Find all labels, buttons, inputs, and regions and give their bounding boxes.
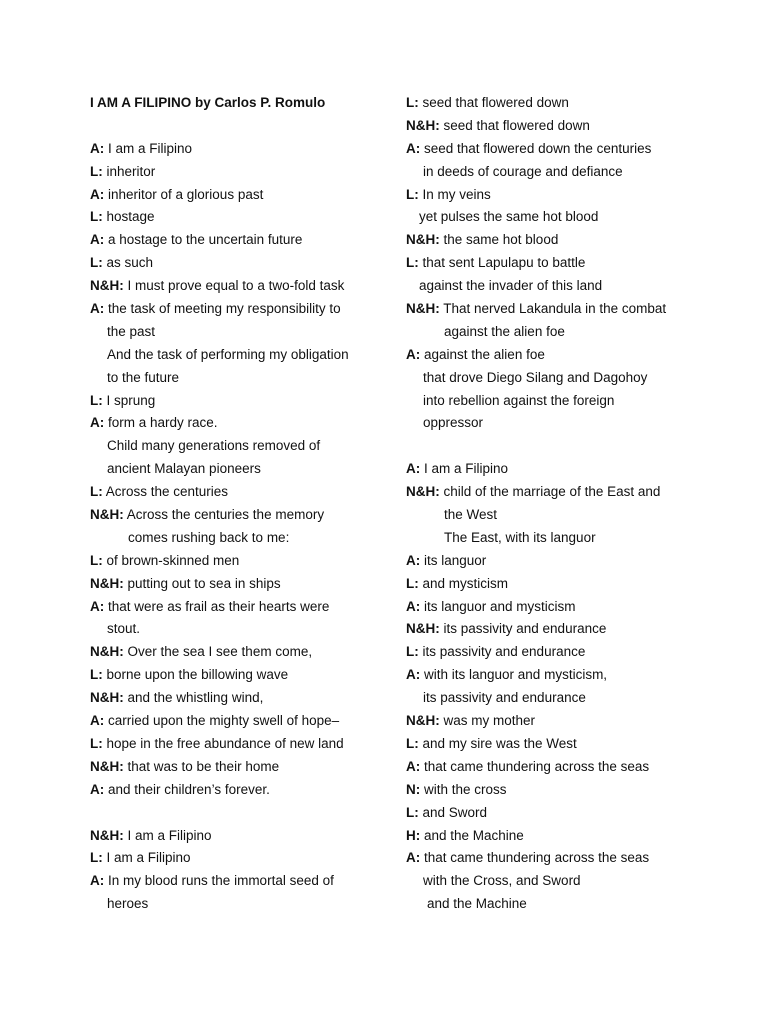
poem-line (406, 893, 746, 916)
line-text: against the alien foe (444, 323, 565, 339)
speaker-label: L: (406, 255, 419, 271)
poem-line (90, 161, 390, 184)
poem-line (406, 779, 746, 802)
line-text: ancient Malayan pioneers (107, 461, 261, 477)
line-text: putting out to sea in ships (123, 575, 281, 591)
poem-line (406, 275, 746, 298)
poem-line (406, 504, 746, 527)
line-text: borne upon the billowing wave (102, 667, 289, 683)
poem-line (406, 825, 746, 848)
line-text: was my mother (439, 713, 536, 729)
poem-line (406, 412, 746, 435)
poem-line (90, 550, 390, 573)
poem-line (90, 527, 390, 550)
poem-line (90, 847, 390, 870)
poem-line (406, 321, 746, 344)
line-text: that were as frail as their hearts were (104, 598, 330, 614)
line-text: its languor and mysticism (420, 598, 576, 614)
line-text: that sent Lapulapu to battle (418, 255, 586, 271)
line-text: That nerved Lakandula in the combat (439, 301, 667, 317)
line-text: yet pulses the same hot blood (419, 209, 599, 225)
line-text: that drove Diego Silang and Dagohoy (423, 369, 648, 385)
poem-line (406, 733, 746, 756)
line-text: inheritor (102, 163, 156, 179)
poem-line (406, 641, 746, 664)
line-text: hope in the free abundance of new land (102, 735, 344, 751)
line-text: in deeds of courage and defiance (423, 163, 623, 179)
line-text: against the alien foe (420, 346, 545, 362)
line-text: the same hot blood (439, 232, 559, 248)
poem-line (90, 504, 390, 527)
line-text: I sprung (102, 392, 156, 408)
line-text: and Sword (418, 804, 488, 820)
poem-line (406, 184, 746, 207)
line-text: Child many generations removed of (107, 438, 321, 454)
line-text: seed that flowered down (418, 95, 569, 110)
line-text: seed that flowered down the centuries (420, 140, 652, 156)
speaker-label: A: (90, 301, 105, 317)
poem-line (406, 847, 746, 870)
line-text: the West (444, 507, 498, 523)
poem-line (90, 412, 390, 435)
line-text: inheritor of a glorious past (104, 186, 264, 202)
speaker-label: A: (90, 598, 105, 614)
poem-line (406, 252, 746, 275)
poem-line (406, 756, 746, 779)
speaker-label: N&H: (90, 644, 124, 660)
speaker-label: N&H: (406, 232, 440, 248)
line-text: I am a Filipino (102, 850, 191, 866)
speaker-label: A: (90, 232, 105, 248)
line-text: with its languor and mysticism, (420, 667, 608, 683)
speaker-label: L: (406, 735, 419, 751)
line-text: the past (107, 323, 156, 339)
line-text: to the future (107, 369, 180, 385)
poem-line (90, 710, 390, 733)
speaker-label: N&H: (90, 758, 124, 774)
poem-line (406, 481, 746, 504)
speaker-label: A: (406, 461, 421, 477)
line-text: comes rushing back to me: (128, 529, 290, 545)
speaker-label: N&H: (406, 301, 440, 317)
speaker-label: N&H: (90, 575, 124, 591)
speaker-label: L: (406, 95, 419, 110)
line-text: I must prove equal to a two-fold task (123, 278, 345, 294)
speaker-label: L: (90, 255, 103, 271)
line-text: heroes (107, 896, 149, 912)
line-text: In my blood runs the immortal seed of (104, 873, 334, 889)
poem-line (90, 596, 390, 619)
blank-line (90, 802, 390, 825)
poem-line (406, 344, 746, 367)
poem-line (90, 184, 390, 207)
poem-line (406, 802, 746, 825)
speaker-label: A: (406, 598, 421, 614)
line-text: And the task of performing my obligation (107, 346, 349, 362)
line-text: its languor (420, 552, 487, 568)
poem-line (406, 206, 746, 229)
speaker-label: A: (90, 873, 105, 889)
line-text: form a hardy race. (104, 415, 218, 431)
line-text: a hostage to the uncertain future (104, 232, 303, 248)
blank-line (90, 115, 390, 138)
speaker-label: N&H: (90, 690, 124, 706)
speaker-label: L: (90, 392, 103, 408)
line-text: Over the sea I see them come, (123, 644, 313, 660)
speaker-label: L: (90, 667, 103, 683)
speaker-label: A: (90, 186, 105, 202)
speaker-label: L: (406, 644, 419, 660)
poem-line (406, 527, 746, 550)
left-column (90, 92, 390, 916)
poem-line (406, 687, 746, 710)
poem-line (406, 138, 746, 161)
poem-line (90, 252, 390, 275)
speaker-label: A: (90, 713, 105, 729)
poem-line (90, 367, 390, 390)
line-text: its passivity and endurance (418, 644, 586, 660)
line-text: of brown-skinned men (102, 552, 240, 568)
line-text: I am a Filipino (420, 461, 509, 477)
poem-line (90, 618, 390, 641)
speaker-label: N&H: (406, 713, 440, 729)
line-text: and the Machine (420, 827, 524, 843)
poem-line (406, 664, 746, 687)
line-text: Across the centuries (102, 484, 229, 500)
line-text: hostage (102, 209, 155, 225)
poem-line (406, 115, 746, 138)
line-text: the task of meeting my responsibility to (104, 301, 341, 317)
poem-line (90, 435, 390, 458)
poem-line (90, 390, 390, 413)
line-text: as such (102, 255, 154, 271)
line-text: into rebellion against the foreign (423, 392, 615, 408)
line-text: carried upon the mighty swell of hope– (104, 713, 340, 729)
right-column (406, 92, 746, 916)
speaker-label: N&H: (406, 117, 440, 133)
line-text: I am a Filipino (104, 140, 193, 156)
speaker-label: L: (90, 163, 103, 179)
line-text: In my veins (418, 186, 491, 202)
speaker-label: A: (406, 552, 421, 568)
poem-line (90, 321, 390, 344)
line-text: and the Machine (427, 896, 527, 912)
speaker-label: A: (90, 140, 105, 156)
poem-line (90, 275, 390, 298)
line-text: that was to be their home (123, 758, 280, 774)
speaker-label: L: (406, 804, 419, 820)
poem-line (406, 458, 746, 481)
document-title: I AM A FILIPINO by Carlos P. Romulo (90, 95, 326, 110)
speaker-label: L: (406, 186, 419, 202)
poem-line (90, 664, 390, 687)
line-text: with the cross (420, 781, 507, 797)
speaker-label: A: (406, 850, 421, 866)
poem-line (406, 367, 746, 390)
speaker-label: N&H: (90, 278, 124, 294)
poem-line (406, 298, 746, 321)
poem-line (90, 779, 390, 802)
poem-line (406, 870, 746, 893)
line-text: seed that flowered down (439, 117, 590, 133)
poem-line (90, 733, 390, 756)
poem-line (90, 756, 390, 779)
line-text: oppressor (423, 415, 484, 431)
poem-line (90, 641, 390, 664)
poem-line (90, 344, 390, 367)
poem-line (90, 229, 390, 252)
speaker-label: L: (406, 575, 419, 591)
line-text: against the invader of this land (419, 278, 603, 294)
line-text: with the Cross, and Sword (423, 873, 581, 889)
poem-line (90, 825, 390, 848)
line-text: and my sire was the West (418, 735, 577, 751)
line-text: The East, with its languor (444, 529, 596, 545)
speaker-label: L: (90, 484, 103, 500)
poem-line (90, 687, 390, 710)
line-text: and their children’s forever. (104, 781, 270, 797)
line-text: stout. (107, 621, 141, 637)
speaker-label: A: (90, 415, 105, 431)
line-text: and the whistling wind, (123, 690, 264, 706)
poem-line (90, 481, 390, 504)
speaker-label: L: (90, 209, 103, 225)
blank-line (406, 435, 746, 458)
poem-line (90, 206, 390, 229)
poem-line (90, 298, 390, 321)
poem-line (406, 710, 746, 733)
poem-line (406, 161, 746, 184)
poem-line (90, 573, 390, 596)
speaker-label: N&H: (406, 621, 440, 637)
poem-line (406, 92, 746, 115)
line-text: that came thundering across the seas (420, 850, 650, 866)
line-text: and mysticism (418, 575, 509, 591)
line-text: its passivity and endurance (439, 621, 607, 637)
speaker-label: L: (90, 850, 103, 866)
line-text: Across the centuries the memory (123, 507, 325, 523)
speaker-label: N&H: (90, 507, 124, 523)
line-text: child of the marriage of the East and (439, 484, 661, 500)
line-text: its passivity and endurance (423, 690, 586, 706)
speaker-label: N: (406, 781, 421, 797)
speaker-label: A: (406, 140, 421, 156)
speaker-label: H: (406, 827, 421, 843)
poem-line (90, 458, 390, 481)
speaker-label: A: (406, 758, 421, 774)
poem-line (90, 138, 390, 161)
poem-line (406, 550, 746, 573)
line-text: I am a Filipino (123, 827, 212, 843)
speaker-label: A: (406, 667, 421, 683)
speaker-label: L: (90, 735, 103, 751)
poem-line (406, 390, 746, 413)
poem-line (90, 870, 390, 893)
line-text: that came thundering across the seas (420, 758, 650, 774)
speaker-label: A: (406, 346, 421, 362)
poem-line (406, 229, 746, 252)
poem-line (406, 596, 746, 619)
poem-line (90, 893, 390, 916)
poem-line (406, 573, 746, 596)
speaker-label: A: (90, 781, 105, 797)
speaker-label: N&H: (90, 827, 124, 843)
speaker-label: N&H: (406, 484, 440, 500)
speaker-label: L: (90, 552, 103, 568)
poem-line (406, 618, 746, 641)
